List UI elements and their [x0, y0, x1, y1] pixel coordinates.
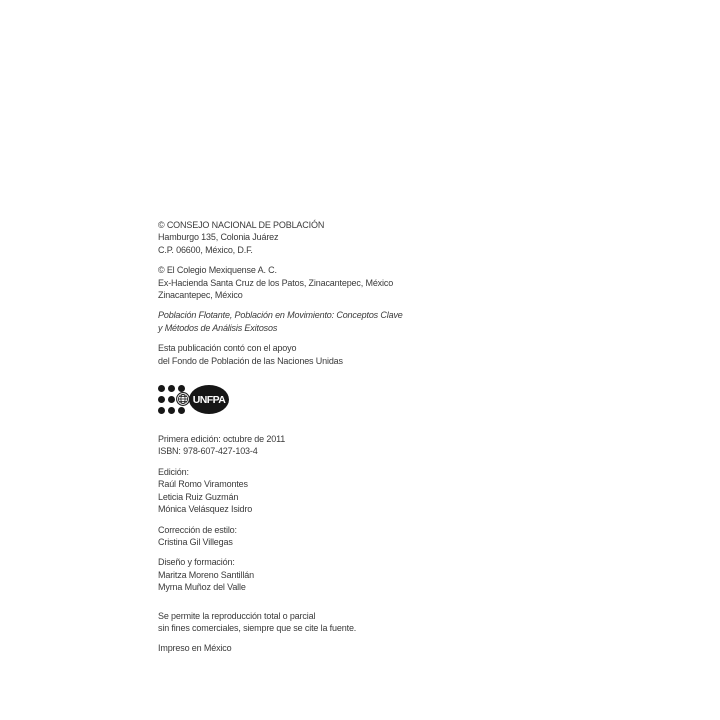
- dot-icon: [178, 407, 185, 414]
- designer-name-1: Maritza Moreno Santillán: [158, 569, 254, 580]
- conapo-address-line-1: Hamburgo 135, Colonia Juárez: [158, 232, 279, 243]
- design-block: [158, 556, 588, 593]
- colegio-copyright-line: © El Colegio Mexiquense A. C.: [158, 265, 277, 276]
- support-line-2: del Fondo de Población de las Naciones Unidas: [158, 355, 343, 366]
- conapo-copyright-line: © CONSEJO NACIONAL DE POBLACIÓN: [158, 220, 325, 230]
- support-acknowledgement-block: [158, 342, 588, 367]
- editors-heading: Edición:: [158, 466, 189, 477]
- publisher-colegio-block: [158, 264, 588, 301]
- reproduction-line-2: sin fines comerciales, siempre que se cite la fuente.: [158, 622, 357, 633]
- dot-icon: [158, 407, 165, 414]
- support-line-1: Esta publicación contó con el apoyo: [158, 343, 297, 354]
- colegio-address-line-1: Ex-Hacienda Santa Cruz de los Patos, Zinacantepec, México: [158, 277, 394, 288]
- style-corrector-name: Cristina Gil Villegas: [158, 536, 233, 547]
- unfpa-wordmark: UNFPA: [189, 385, 229, 414]
- style-correction-heading: Corrección de estilo:: [158, 524, 237, 535]
- isbn-line: ISBN: 978-607-427-103-4: [158, 446, 258, 457]
- colegio-address-line-2: Zinacantepec, México: [158, 290, 243, 301]
- un-globe-icon: [178, 396, 185, 403]
- first-edition-line: Primera edición: octubre de 2011: [158, 434, 286, 445]
- book-title-line-2: y Métodos de Análisis Exitosos: [158, 322, 278, 333]
- dot-icon: [168, 407, 175, 414]
- edition-info-block: [158, 433, 588, 458]
- design-heading: Diseño y formación:: [158, 557, 235, 568]
- style-correction-block: [158, 524, 588, 549]
- editor-name-1: Raúl Romo Viramontes: [158, 479, 248, 490]
- editors-block: [158, 466, 588, 516]
- book-title-line-1: Población Flotante, Población en Movimiento: Conceptos Clave: [158, 310, 403, 321]
- editor-name-3: Mónica Velásquez Isidro: [158, 504, 253, 515]
- publisher-conapo-block: [158, 219, 588, 256]
- book-title-block: [158, 309, 588, 334]
- reproduction-notice-block: [158, 610, 588, 635]
- reproduction-line-1: Se permite la reproducción total o parcial: [158, 610, 316, 621]
- editor-name-2: Leticia Ruiz Guzmán: [158, 491, 239, 502]
- designer-name-2: Myrna Muñoz del Valle: [158, 582, 246, 593]
- dot-icon: [178, 385, 185, 392]
- dot-icon: [168, 396, 175, 403]
- dot-icon: [158, 385, 165, 392]
- printed-in-line: Impreso en México: [158, 643, 232, 654]
- colophon-text-column: [158, 219, 588, 663]
- unfpa-logo: [158, 383, 588, 416]
- printed-in-block: [158, 642, 588, 654]
- dot-icon: [158, 396, 165, 403]
- conapo-address-line-2: C.P. 06600, México, D.F.: [158, 244, 253, 255]
- unfpa-dots-grid-icon: [158, 385, 185, 414]
- dot-icon: [168, 385, 175, 392]
